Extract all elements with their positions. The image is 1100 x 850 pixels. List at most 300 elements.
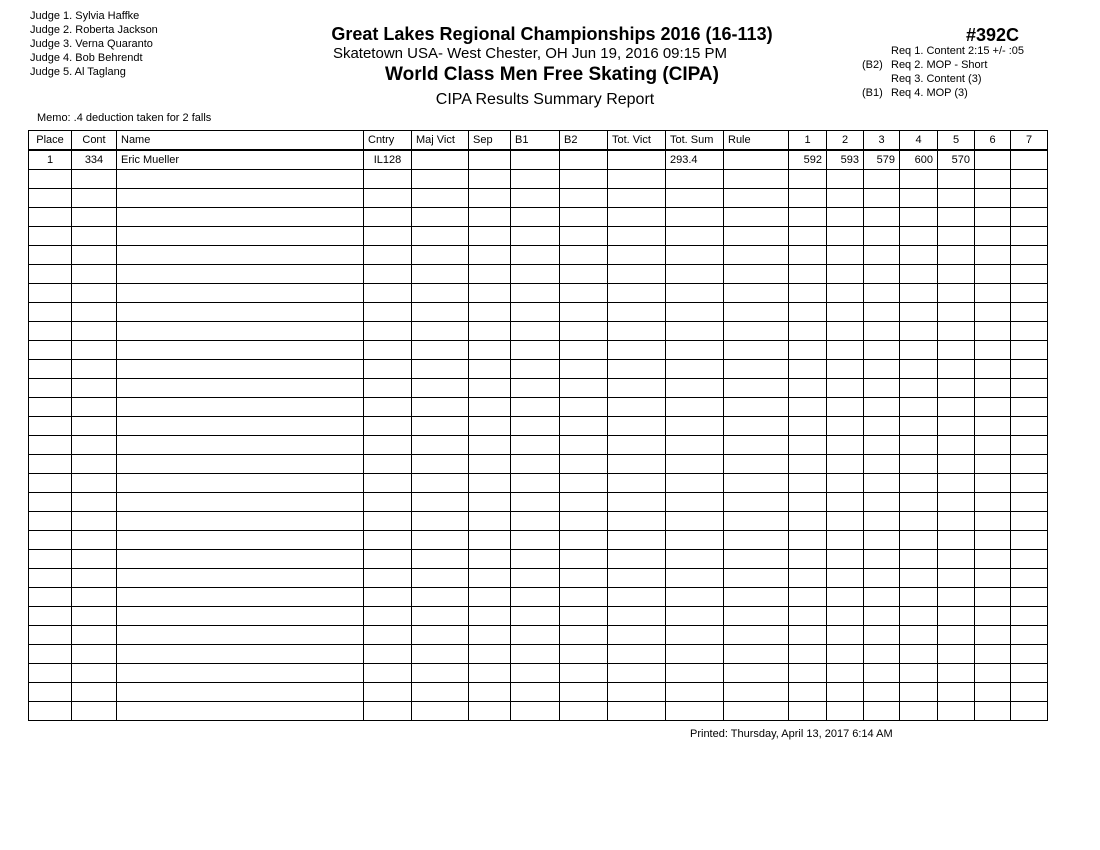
column-header: Cont bbox=[72, 131, 117, 151]
table-cell bbox=[29, 531, 72, 550]
column-header: Maj Vict bbox=[412, 131, 469, 151]
table-cell bbox=[364, 322, 412, 341]
table-cell bbox=[900, 455, 938, 474]
table-cell bbox=[900, 645, 938, 664]
table-cell bbox=[666, 607, 724, 626]
table-cell bbox=[900, 227, 938, 246]
table-row bbox=[29, 227, 1048, 246]
table-cell bbox=[827, 512, 864, 531]
table-cell bbox=[29, 284, 72, 303]
table-cell bbox=[789, 303, 827, 322]
table-row bbox=[29, 607, 1048, 626]
table-cell bbox=[938, 683, 975, 702]
table-cell bbox=[364, 208, 412, 227]
table-cell bbox=[938, 322, 975, 341]
table-cell bbox=[117, 493, 364, 512]
table-cell bbox=[975, 341, 1011, 360]
table-row bbox=[29, 512, 1048, 531]
table-cell bbox=[724, 588, 789, 607]
judge-1: Judge 1. Sylvia Haffke bbox=[30, 10, 140, 22]
table-cell bbox=[900, 265, 938, 284]
table-cell bbox=[560, 360, 608, 379]
table-cell bbox=[608, 607, 666, 626]
table-cell bbox=[511, 170, 560, 189]
table-cell bbox=[29, 664, 72, 683]
table-cell bbox=[412, 189, 469, 208]
table-cell bbox=[827, 265, 864, 284]
table-cell bbox=[72, 170, 117, 189]
table-cell bbox=[29, 379, 72, 398]
column-header: Tot. Sum bbox=[666, 131, 724, 151]
table-cell bbox=[117, 436, 364, 455]
table-cell bbox=[975, 189, 1011, 208]
table-cell bbox=[724, 569, 789, 588]
table-cell bbox=[827, 436, 864, 455]
table-cell bbox=[666, 455, 724, 474]
table-cell bbox=[900, 474, 938, 493]
table-cell bbox=[608, 208, 666, 227]
table-cell bbox=[608, 322, 666, 341]
table-cell bbox=[864, 398, 900, 417]
table-cell bbox=[724, 398, 789, 417]
table-cell bbox=[666, 379, 724, 398]
table-cell bbox=[72, 284, 117, 303]
table-row bbox=[29, 303, 1048, 322]
column-header: Rule bbox=[724, 131, 789, 151]
table-cell bbox=[560, 208, 608, 227]
table-cell bbox=[666, 265, 724, 284]
table-cell bbox=[412, 284, 469, 303]
table-cell bbox=[900, 322, 938, 341]
table-cell bbox=[900, 512, 938, 531]
table-cell bbox=[511, 265, 560, 284]
column-header: 2 bbox=[827, 131, 864, 151]
table-cell bbox=[117, 626, 364, 645]
table-row bbox=[29, 531, 1048, 550]
table-cell bbox=[364, 360, 412, 379]
table-cell bbox=[412, 246, 469, 265]
table-cell bbox=[560, 341, 608, 360]
table-cell bbox=[900, 170, 938, 189]
table-cell bbox=[789, 189, 827, 208]
table-cell bbox=[72, 683, 117, 702]
table-cell bbox=[724, 341, 789, 360]
table-cell bbox=[560, 398, 608, 417]
table-cell bbox=[560, 550, 608, 569]
table-row bbox=[29, 379, 1048, 398]
table-header bbox=[29, 131, 1048, 151]
table-cell bbox=[560, 512, 608, 531]
table-cell: 570 bbox=[938, 150, 975, 170]
table-cell bbox=[900, 702, 938, 721]
table-cell bbox=[789, 512, 827, 531]
table-cell bbox=[608, 645, 666, 664]
table-cell bbox=[900, 189, 938, 208]
table-cell bbox=[1011, 265, 1048, 284]
table-cell bbox=[1011, 645, 1048, 664]
table-cell bbox=[864, 645, 900, 664]
table-cell bbox=[864, 436, 900, 455]
column-header: Name bbox=[117, 131, 364, 151]
table-cell bbox=[364, 531, 412, 550]
table-cell bbox=[364, 664, 412, 683]
table-cell: 1 bbox=[29, 150, 72, 170]
table-cell bbox=[608, 550, 666, 569]
table-cell bbox=[412, 303, 469, 322]
table-cell bbox=[72, 702, 117, 721]
table-cell bbox=[827, 588, 864, 607]
table-cell bbox=[975, 569, 1011, 588]
table-cell bbox=[666, 170, 724, 189]
table-cell bbox=[29, 246, 72, 265]
table-row bbox=[29, 702, 1048, 721]
table-cell bbox=[364, 417, 412, 436]
table-cell bbox=[412, 398, 469, 417]
memo: Memo: .4 deduction taken for 2 falls bbox=[37, 112, 212, 124]
table-cell bbox=[789, 550, 827, 569]
table-cell bbox=[511, 474, 560, 493]
table-cell bbox=[724, 379, 789, 398]
table-cell bbox=[666, 493, 724, 512]
table-cell bbox=[975, 265, 1011, 284]
table-cell bbox=[1011, 664, 1048, 683]
table-cell bbox=[364, 227, 412, 246]
table-cell bbox=[938, 417, 975, 436]
table-cell bbox=[364, 284, 412, 303]
table-cell bbox=[560, 664, 608, 683]
table-cell bbox=[938, 455, 975, 474]
table-cell bbox=[900, 303, 938, 322]
table-cell bbox=[789, 588, 827, 607]
table-cell bbox=[1011, 531, 1048, 550]
table-cell bbox=[789, 379, 827, 398]
table-cell bbox=[666, 303, 724, 322]
table-cell bbox=[789, 360, 827, 379]
table-cell bbox=[511, 493, 560, 512]
column-header: Tot. Vict bbox=[608, 131, 666, 151]
table-cell bbox=[975, 588, 1011, 607]
table-cell bbox=[72, 455, 117, 474]
table-cell bbox=[608, 246, 666, 265]
table-cell bbox=[412, 455, 469, 474]
table-cell bbox=[560, 455, 608, 474]
table-cell bbox=[412, 360, 469, 379]
table-cell bbox=[469, 417, 511, 436]
table-cell bbox=[412, 417, 469, 436]
table-cell bbox=[724, 246, 789, 265]
table-cell bbox=[900, 417, 938, 436]
table-cell bbox=[412, 607, 469, 626]
table-cell bbox=[560, 474, 608, 493]
table-cell bbox=[975, 607, 1011, 626]
table-cell bbox=[412, 170, 469, 189]
report-title: CIPA Results Summary Report bbox=[435, 91, 655, 108]
table-cell bbox=[560, 284, 608, 303]
table-cell bbox=[900, 531, 938, 550]
column-header: 4 bbox=[900, 131, 938, 151]
table-row bbox=[29, 474, 1048, 493]
table-cell bbox=[827, 189, 864, 208]
table-cell bbox=[827, 474, 864, 493]
table-cell bbox=[364, 455, 412, 474]
table-row bbox=[29, 645, 1048, 664]
table-cell bbox=[560, 702, 608, 721]
table-cell bbox=[364, 474, 412, 493]
table-cell bbox=[72, 303, 117, 322]
table-cell bbox=[827, 550, 864, 569]
table-cell bbox=[469, 455, 511, 474]
table-cell bbox=[827, 626, 864, 645]
venue-date: Skatetown USA- West Chester, OH Jun 19, 2016 09:15 PM bbox=[332, 45, 728, 62]
table-row bbox=[29, 170, 1048, 189]
table-cell bbox=[469, 284, 511, 303]
table-cell bbox=[560, 170, 608, 189]
table-cell bbox=[469, 550, 511, 569]
table-cell bbox=[1011, 398, 1048, 417]
table-cell bbox=[1011, 303, 1048, 322]
table-cell bbox=[72, 550, 117, 569]
table-cell bbox=[789, 645, 827, 664]
table-cell bbox=[469, 683, 511, 702]
table-cell bbox=[511, 417, 560, 436]
table-cell bbox=[511, 626, 560, 645]
table-cell bbox=[938, 303, 975, 322]
table-cell bbox=[827, 569, 864, 588]
column-header: 6 bbox=[975, 131, 1011, 151]
table-cell bbox=[560, 303, 608, 322]
table-cell bbox=[975, 550, 1011, 569]
table-cell bbox=[666, 531, 724, 550]
table-cell bbox=[864, 341, 900, 360]
table-cell bbox=[1011, 227, 1048, 246]
column-header: 3 bbox=[864, 131, 900, 151]
table-cell bbox=[560, 189, 608, 208]
table-cell bbox=[900, 550, 938, 569]
table-cell bbox=[864, 303, 900, 322]
table-cell bbox=[560, 322, 608, 341]
table-cell bbox=[975, 493, 1011, 512]
table-cell bbox=[864, 360, 900, 379]
table-cell bbox=[1011, 474, 1048, 493]
table-cell bbox=[864, 493, 900, 512]
table-cell bbox=[975, 284, 1011, 303]
table-cell bbox=[29, 341, 72, 360]
table-cell bbox=[789, 455, 827, 474]
table-cell bbox=[29, 398, 72, 417]
table-cell bbox=[560, 417, 608, 436]
table-cell bbox=[117, 303, 364, 322]
table-cell bbox=[511, 246, 560, 265]
table-cell bbox=[560, 588, 608, 607]
table-cell bbox=[469, 512, 511, 531]
table-cell bbox=[608, 512, 666, 531]
table-row bbox=[29, 683, 1048, 702]
table-cell bbox=[72, 607, 117, 626]
table-cell bbox=[1011, 436, 1048, 455]
table-cell bbox=[412, 474, 469, 493]
table-row bbox=[29, 341, 1048, 360]
table-cell bbox=[608, 702, 666, 721]
judge-5: Judge 5. Al Taglang bbox=[30, 66, 126, 78]
printed-timestamp: Printed: Thursday, April 13, 2017 6:14 AM bbox=[690, 728, 893, 740]
table-cell bbox=[364, 303, 412, 322]
judge-2: Judge 2. Roberta Jackson bbox=[30, 24, 158, 36]
table-cell bbox=[724, 474, 789, 493]
table-cell bbox=[117, 189, 364, 208]
table-cell bbox=[364, 436, 412, 455]
table-cell bbox=[511, 455, 560, 474]
table-cell bbox=[364, 398, 412, 417]
requirement-3: Req 3. Content (3) bbox=[891, 73, 982, 85]
table-cell bbox=[666, 322, 724, 341]
table-cell bbox=[469, 150, 511, 170]
table-cell bbox=[938, 550, 975, 569]
table-cell bbox=[724, 208, 789, 227]
table-cell bbox=[666, 683, 724, 702]
table-cell bbox=[938, 341, 975, 360]
table-cell bbox=[560, 379, 608, 398]
table-cell bbox=[608, 626, 666, 645]
table-cell bbox=[72, 569, 117, 588]
table-cell bbox=[72, 227, 117, 246]
table-cell bbox=[511, 550, 560, 569]
table-cell bbox=[789, 607, 827, 626]
table-cell bbox=[117, 683, 364, 702]
table-cell bbox=[412, 512, 469, 531]
table-cell bbox=[117, 246, 364, 265]
table-cell bbox=[72, 664, 117, 683]
table-cell bbox=[72, 341, 117, 360]
table-cell bbox=[72, 189, 117, 208]
table-cell bbox=[666, 436, 724, 455]
column-header: Sep bbox=[469, 131, 511, 151]
table-cell bbox=[511, 189, 560, 208]
table-cell bbox=[412, 493, 469, 512]
table-cell bbox=[560, 265, 608, 284]
table-cell bbox=[975, 303, 1011, 322]
requirement-2: (B2) Req 2. MOP - Short bbox=[862, 59, 988, 71]
table-cell bbox=[364, 170, 412, 189]
table-cell bbox=[1011, 189, 1048, 208]
table-row bbox=[29, 398, 1048, 417]
table-cell bbox=[975, 512, 1011, 531]
table-cell bbox=[72, 493, 117, 512]
table-cell bbox=[117, 550, 364, 569]
table-cell bbox=[29, 493, 72, 512]
table-row bbox=[29, 208, 1048, 227]
table-cell bbox=[511, 512, 560, 531]
table-cell bbox=[789, 417, 827, 436]
table-cell bbox=[608, 683, 666, 702]
table-cell bbox=[789, 246, 827, 265]
table-cell bbox=[724, 417, 789, 436]
table-cell bbox=[827, 664, 864, 683]
table-cell bbox=[511, 208, 560, 227]
table-cell bbox=[666, 626, 724, 645]
table-cell bbox=[1011, 246, 1048, 265]
table-cell bbox=[117, 360, 364, 379]
table-cell bbox=[975, 455, 1011, 474]
table-cell bbox=[560, 493, 608, 512]
requirement-1: Req 1. Content 2:15 +/- :05 bbox=[891, 45, 1025, 57]
table-cell bbox=[117, 398, 364, 417]
table-cell bbox=[364, 341, 412, 360]
table-cell bbox=[511, 436, 560, 455]
table-row bbox=[29, 550, 1048, 569]
table-row bbox=[29, 322, 1048, 341]
table-cell bbox=[975, 227, 1011, 246]
table-cell bbox=[724, 607, 789, 626]
table-cell bbox=[827, 227, 864, 246]
table-cell bbox=[117, 170, 364, 189]
table-cell bbox=[1011, 150, 1048, 170]
table-cell bbox=[900, 664, 938, 683]
table-cell bbox=[864, 284, 900, 303]
table-cell bbox=[72, 208, 117, 227]
table-cell bbox=[827, 341, 864, 360]
table-cell bbox=[412, 664, 469, 683]
table-cell bbox=[29, 550, 72, 569]
table-cell bbox=[975, 208, 1011, 227]
table-cell bbox=[1011, 208, 1048, 227]
table-cell bbox=[975, 322, 1011, 341]
table-cell bbox=[975, 150, 1011, 170]
table-cell bbox=[864, 607, 900, 626]
table-cell bbox=[72, 436, 117, 455]
table-cell bbox=[364, 550, 412, 569]
table-cell bbox=[469, 531, 511, 550]
table-cell bbox=[666, 645, 724, 664]
table-cell bbox=[666, 588, 724, 607]
table-cell bbox=[789, 398, 827, 417]
table-cell bbox=[975, 531, 1011, 550]
table-cell bbox=[789, 683, 827, 702]
table-cell bbox=[469, 189, 511, 208]
table-cell bbox=[1011, 683, 1048, 702]
table-cell bbox=[117, 208, 364, 227]
table-cell bbox=[975, 645, 1011, 664]
table-cell bbox=[29, 512, 72, 531]
judge-4: Judge 4. Bob Behrendt bbox=[30, 52, 143, 64]
table-cell bbox=[724, 436, 789, 455]
table-cell bbox=[117, 474, 364, 493]
table-cell bbox=[938, 512, 975, 531]
table-cell bbox=[469, 626, 511, 645]
table-cell bbox=[469, 436, 511, 455]
table-cell bbox=[900, 341, 938, 360]
table-cell bbox=[724, 170, 789, 189]
table-cell bbox=[864, 588, 900, 607]
table-cell bbox=[412, 150, 469, 170]
table-cell bbox=[117, 607, 364, 626]
table-cell bbox=[975, 246, 1011, 265]
table-cell bbox=[864, 208, 900, 227]
table-cell bbox=[1011, 569, 1048, 588]
table-cell bbox=[938, 227, 975, 246]
table-cell bbox=[29, 227, 72, 246]
table-cell bbox=[724, 189, 789, 208]
table-cell bbox=[724, 512, 789, 531]
table-row bbox=[29, 189, 1048, 208]
table-cell bbox=[29, 455, 72, 474]
table-cell bbox=[608, 531, 666, 550]
table-cell bbox=[29, 702, 72, 721]
table-cell bbox=[72, 626, 117, 645]
table-cell bbox=[827, 702, 864, 721]
table-cell: 293.4 bbox=[666, 150, 724, 170]
event-number: #392C bbox=[966, 25, 1020, 45]
table-cell bbox=[560, 645, 608, 664]
